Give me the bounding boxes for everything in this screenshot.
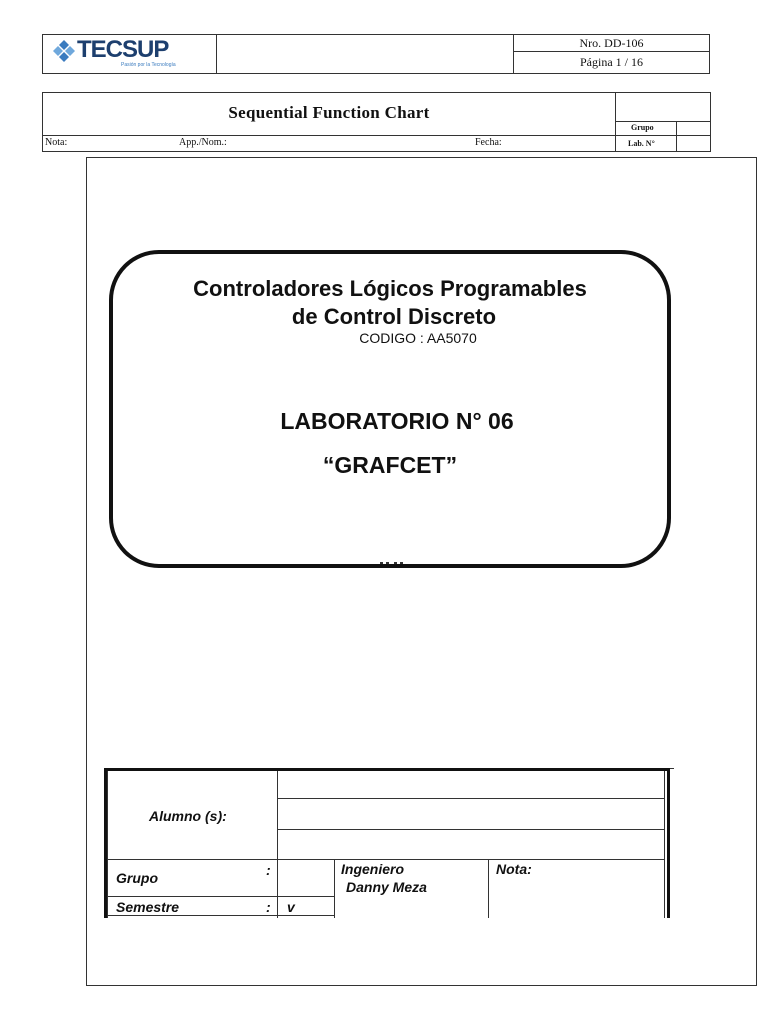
course-title-line2: de Control Discreto [291,304,497,329]
tecsup-logo-icon [53,40,75,62]
logo-cell [43,35,217,73]
nota-label: Nota: [496,861,532,877]
alumno-row-line [277,829,664,830]
logo-text: TECSUP [77,36,169,63]
form-title: Sequential Function Chart [228,103,430,122]
page-indicator: Página 1 / 16 [580,55,643,69]
grupo-label: Grupo [116,870,158,886]
semestre-value: v [287,899,295,915]
ingeniero-name: Danny Meza [346,879,427,895]
student-table [104,768,674,918]
document-header [42,34,710,74]
alumno-row-line [277,798,664,799]
form-header [42,92,711,152]
grupo-colon: : [266,862,271,878]
divider [107,896,334,897]
doc-number: Nro. DD-106 [579,36,644,50]
ingeniero-label: Ingeniero [341,861,405,877]
fecha-label: Fecha: [475,137,502,148]
dots-mark [378,560,408,566]
lab-title: “GRAFCET” [322,452,458,478]
divider [43,135,710,136]
divider [670,768,674,772]
semestre-colon: : [266,899,271,915]
lab-no-label: Lab. N° [628,139,655,148]
divider [664,771,665,918]
divider [615,93,616,151]
alumno-label: Alumno (s): [149,808,227,824]
grupo-label: Grupo [631,123,654,132]
divider [513,51,710,52]
header-info-cell [513,35,710,73]
logo-tagline: Pasión por la Tecnología [121,62,176,68]
divider [334,859,335,918]
divider [107,915,334,916]
course-title-line1: Controladores Lógicos Programables [193,276,587,301]
course-code: CODIGO : AA5070 [359,330,477,346]
course-title [109,275,671,331]
divider [615,121,710,122]
nota-label: Nota: [45,137,68,148]
semestre-label: Semestre [116,899,180,915]
divider [488,859,489,918]
lab-number: LABORATORIO N° 06 [280,408,514,434]
divider [107,859,664,860]
app-nom-label: App./Nom.: [179,137,227,148]
header-blank-cell [216,35,514,73]
divider [676,121,677,151]
